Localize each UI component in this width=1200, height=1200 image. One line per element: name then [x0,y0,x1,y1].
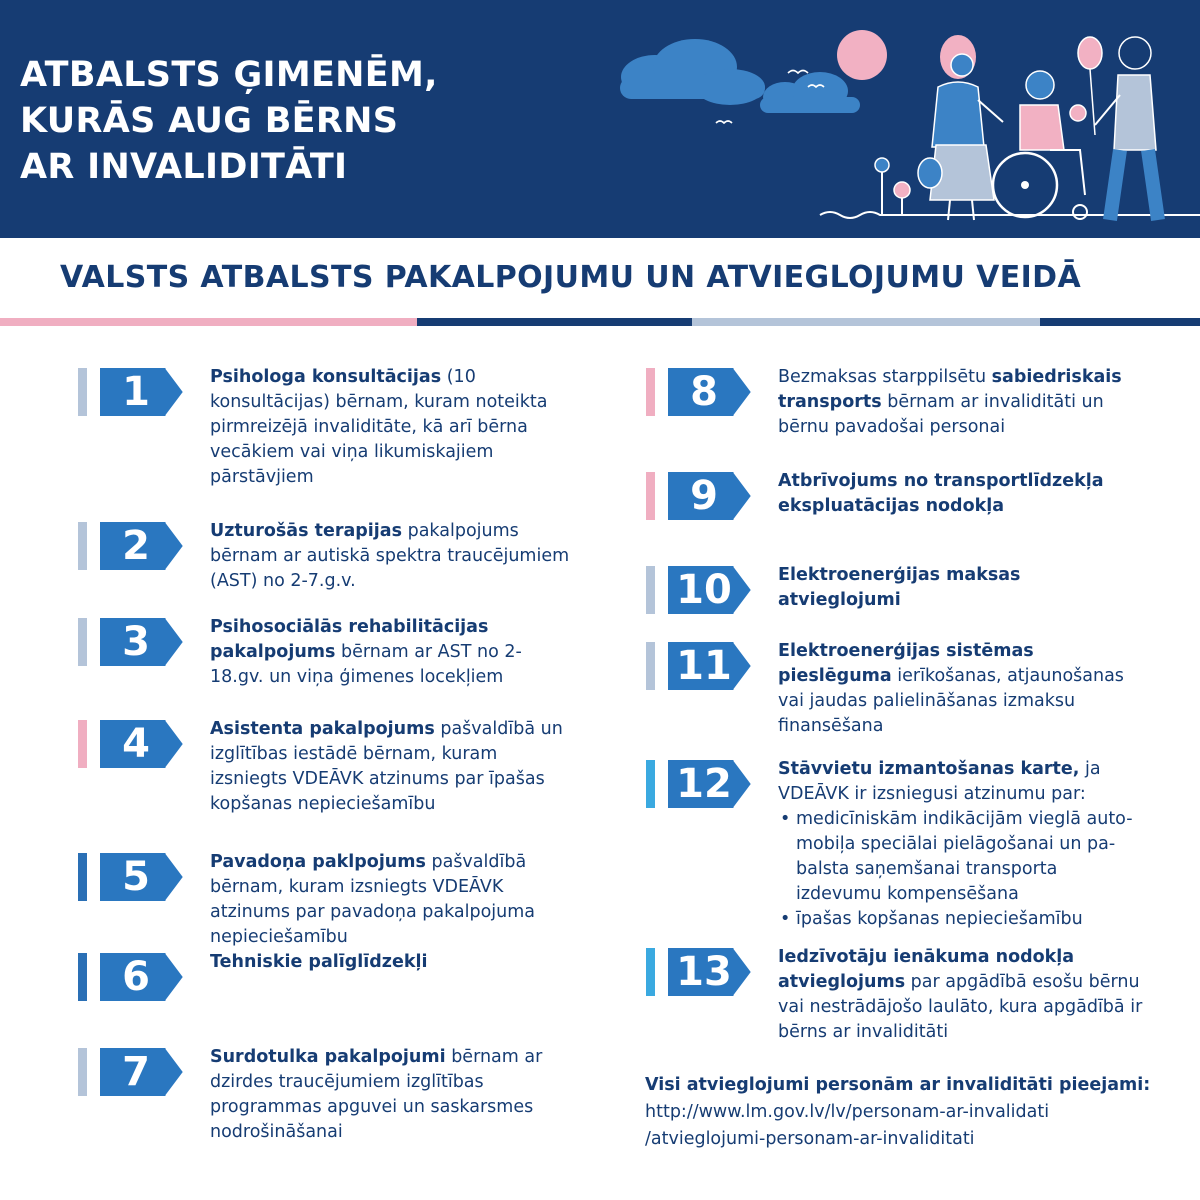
item-description [210,1045,570,1145]
item-text-rest: ja VDEĀVK ir izsniegusi atzinumu par: [778,759,1101,804]
item-bold-text: Atbrīvojums no transportlīdzekļa ekspluatācijas nodokļa [778,471,1104,516]
item-bold-text: Elektroenerģijas maksas atvieglojumi [778,565,1021,610]
number-badge [668,566,752,614]
number-badge [100,1048,184,1096]
family-illustration [580,15,1200,238]
item-description [778,469,1148,519]
item-text-rest: (10 konsultācijas) bērnam, kuram noteikta pirmreizējā invaliditāte, kā arī bērna vecākiem vai viņa likumiskajiem pārstāvjiem [210,367,548,487]
title-line-1: ATBALSTS ĢIMENĒM, [20,55,438,95]
footer-url-line-1[interactable]: http://www.lm.gov.lv/lv/personam-ar-invalidati [645,1102,1050,1122]
item-bold-text: Elektroenerģijas sistēmas pieslēguma [778,641,1034,686]
item-description [210,950,570,975]
item-bold-text: Psihosociālās rehabilitācijas pakalpojums [210,617,489,662]
man-figure-icon [1078,37,1158,220]
number-badge [100,522,184,570]
flower-icon [875,158,910,215]
item-bold-text: Tehniskie palīglīdzekļi [210,952,428,972]
footer-heading: Visi atvieglojumi personām ar invaliditāti pieejami: [645,1075,1151,1095]
item-text-rest: pašvaldībā bērnam, kuram izsniegts VDEĀVK atzinums par pavadoņa pakalpojuma nepieciešamību [210,852,536,947]
item-text-rest: pakalpojums bērnam ar autiskā spektra traucējumiem (AST) no 2-7.g.v. [210,521,570,591]
badge-number: 6 [122,954,150,1000]
item-marker [78,1048,87,1096]
item-bold-text: Uzturošās terapijas [210,521,403,541]
item-marker [78,853,87,901]
item-marker [646,948,655,996]
item-bold-text: Iedzīvotāju ienākuma nodokļa atvieglojums [778,947,1075,992]
cloud-icon [620,39,765,105]
item-bold-text: Psihologa konsultācijas [210,367,442,387]
item-text-prefix: Bezmaksas starppilsētu [778,367,992,387]
item-description [210,615,570,690]
badge-number: 7 [122,1049,150,1095]
sun-icon [837,30,887,80]
item-text-rest: bērnam ar AST no 2-18.gv. un viņa ģimenes locekļiem [210,642,522,687]
item-bold-text: Asistenta pakalpojums [210,719,435,739]
item-text-rest: par apgādībā esošu bērnu vai nestrādājošo laulāto, kura apgādībā ir bērns ar invaliditāti [778,972,1143,1042]
item-marker [646,472,655,520]
item-text-rest: bērnam ar dzirdes traucējumiem izglītības programmas apguvei un saskarsmes nodrošināšanai [210,1047,543,1142]
page-title [20,52,490,190]
badge-number: 1 [122,369,150,415]
item-marker [78,368,87,416]
item-description [210,850,570,950]
badge-number: 5 [122,854,150,900]
number-badge [100,368,184,416]
item-bold-text: Surdotulka pakalpojumi [210,1047,446,1067]
divider-stripe-navy [417,318,692,326]
item-text-rest: pašvaldībā un izglītības iestādē bērnam, kuram izsniegts VDEĀVK atzinums par īpašas kopšanas nepieciešamību [210,719,563,814]
badge-number: 9 [690,473,718,519]
item-bold-text: Stāvvietu izmantošanas karte, [778,759,1080,779]
item-marker [78,522,87,570]
item-description [778,757,1148,932]
footer-note [645,1072,1185,1153]
number-badge [100,853,184,901]
item-description [210,717,570,817]
number-badge [668,760,752,808]
item-marker [646,760,655,808]
number-badge [100,953,184,1001]
item-text-rest: ierīkošanas, atjaunošanas vai jaudas palielināšanas izmaksu finansēšana [778,666,1124,736]
item-marker [646,642,655,690]
title-line-2: KURĀS AUG BĒRNS [20,101,399,141]
bullet-item: • īpašas kopšanas nepieciešamību [778,907,1148,932]
item-description [210,365,570,490]
item-description [778,365,1148,440]
item-description [778,563,1148,613]
footer-url-line-2[interactable]: /atvieglojumi-personam-ar-invaliditati [645,1129,975,1149]
number-badge [668,642,752,690]
item-bold-text: Pavadoņa paklpojums [210,852,426,872]
badge-number: 10 [676,567,732,613]
item-description [778,639,1148,739]
number-badge [668,472,752,520]
item-marker [78,953,87,1001]
badge-number: 12 [676,761,732,807]
bullet-item: • medicīniskām indikācijām vieglā auto-mobiļa speciālai pielāgošanai un pa-balsta saņemšanai transporta izdevumu kompensēšana [778,807,1148,907]
title-line-3: AR INVALIDITĀTI [20,147,348,187]
item-marker [78,618,87,666]
item-description [210,519,570,594]
wheelchair-child-icon [993,71,1087,219]
badge-number: 4 [122,721,150,767]
divider-stripe-pink [0,318,417,326]
header-banner [0,0,1200,238]
item-bullet-list [778,807,1148,932]
item-marker [78,720,87,768]
badge-number: 2 [122,523,150,569]
item-marker [646,566,655,614]
divider-stripe-grey [692,318,1040,326]
cloud-icon [760,72,860,113]
badge-number: 13 [676,949,732,995]
woman-figure-icon [918,35,1003,220]
number-badge [100,618,184,666]
number-badge [668,368,752,416]
divider-stripe-navy-right [1040,318,1200,326]
item-description [778,945,1148,1045]
section-subtitle: VALSTS ATBALSTS PAKALPOJUMU UN ATVIEGLOJUMU VEIDĀ [60,260,1082,295]
badge-number: 11 [676,643,732,689]
badge-number: 3 [122,619,150,665]
number-badge [668,948,752,996]
item-marker [646,368,655,416]
number-badge [100,720,184,768]
item-text-rest: bērnam ar invaliditāti un bērnu pavadošai personai [778,392,1104,437]
item-bold-text: sabiedriskais transports [778,367,1122,412]
badge-number: 8 [690,369,718,415]
